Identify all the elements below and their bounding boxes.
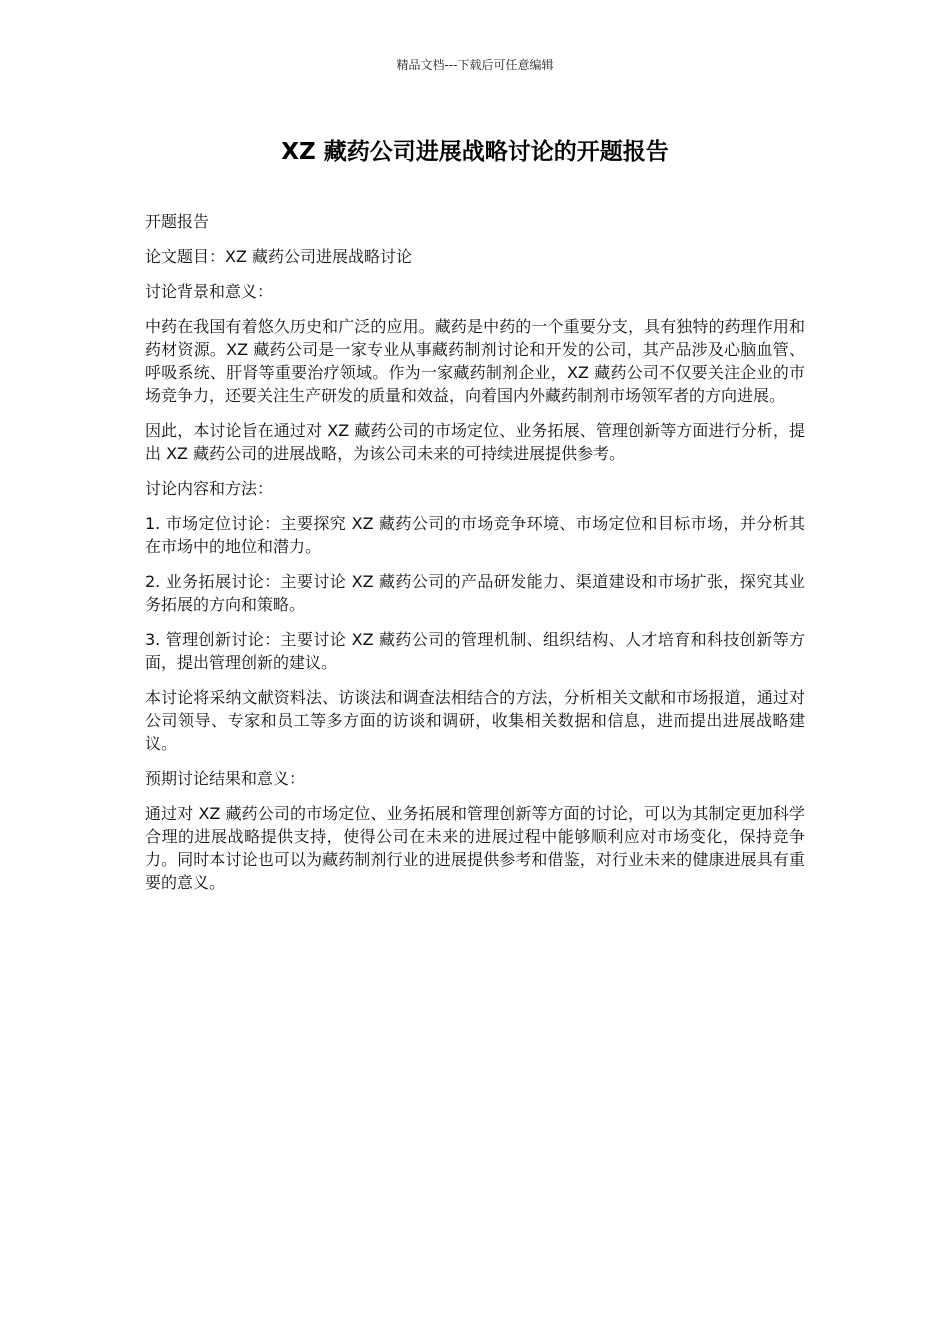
section-heading-expected-results: 预期讨论结果和意义： — [145, 769, 306, 788]
expected-results-paragraph: 通过对 XZ 藏药公司的市场定位、业务拓展和管理创新等方面的讨论，可以为其制定更加科学合理的进展战略提供支持，使得公司在未来的进展过程中能够顺利应对市场变化，保持竞争力。同时本讨论也可以为藏药制剂行业的进展提供参考和借鉴，对行业未来的健康进展具有重要的意义。 — [145, 804, 805, 892]
section-heading-content-methods: 讨论内容和方法： — [145, 479, 274, 498]
methods-paragraph: 本讨论将采纳文献资料法、访谈法和调查法相结合的方法，分析相关文献和市场报道，通过对公司领导、专家和员工等多方面的访谈和调研，收集相关数据和信息，进而提出进展战略建议。 — [145, 688, 805, 753]
content-item-management-innovation: 3. 管理创新讨论：主要讨论 XZ 藏药公司的管理机制、组织结构、人才培育和科技创新等方面，提出管理创新的建议。 — [145, 630, 805, 672]
content-item-business-expansion: 2. 业务拓展讨论：主要讨论 XZ 藏药公司的产品研发能力、渠道建设和市场扩张，探究其业务拓展的方向和策略。 — [145, 572, 805, 614]
document-body — [145, 210, 805, 906]
section-heading-background: 讨论背景和意义： — [145, 282, 274, 301]
thesis-topic: 论文题目：XZ 藏药公司进展战略讨论 — [145, 247, 413, 266]
document-title: XZ 藏药公司进展战略讨论的开题报告 — [281, 139, 669, 165]
purpose-paragraph: 因此，本讨论旨在通过对 XZ 藏药公司的市场定位、业务拓展、管理创新等方面进行分析，提出 XZ 藏药公司的进展战略，为该公司未来的可持续进展提供参考。 — [145, 421, 805, 463]
content-item-market-positioning: 1. 市场定位讨论：主要探究 XZ 藏药公司的市场竞争环境、市场定位和目标市场，并分析其在市场中的地位和潜力。 — [145, 514, 805, 556]
page-header-note: 精品文档---下载后可任意编辑 — [396, 58, 554, 72]
section-label-report: 开题报告 — [145, 212, 210, 231]
background-paragraph: 中药在我国有着悠久历史和广泛的应用。藏药是中药的一个重要分支，具有独特的药理作用和药材资源。XZ 藏药公司是一家专业从事藏药制剂讨论和开发的公司，其产品涉及心脑血管、呼吸系统、肝肾等重要治疗领域。作为一家藏药制剂企业，XZ 藏药公司不仅要关注企业的市场竞争力，还要关注生产研发的质量和效益，向着国内外藏药制剂市场领军者的方向进展。 — [145, 317, 805, 405]
